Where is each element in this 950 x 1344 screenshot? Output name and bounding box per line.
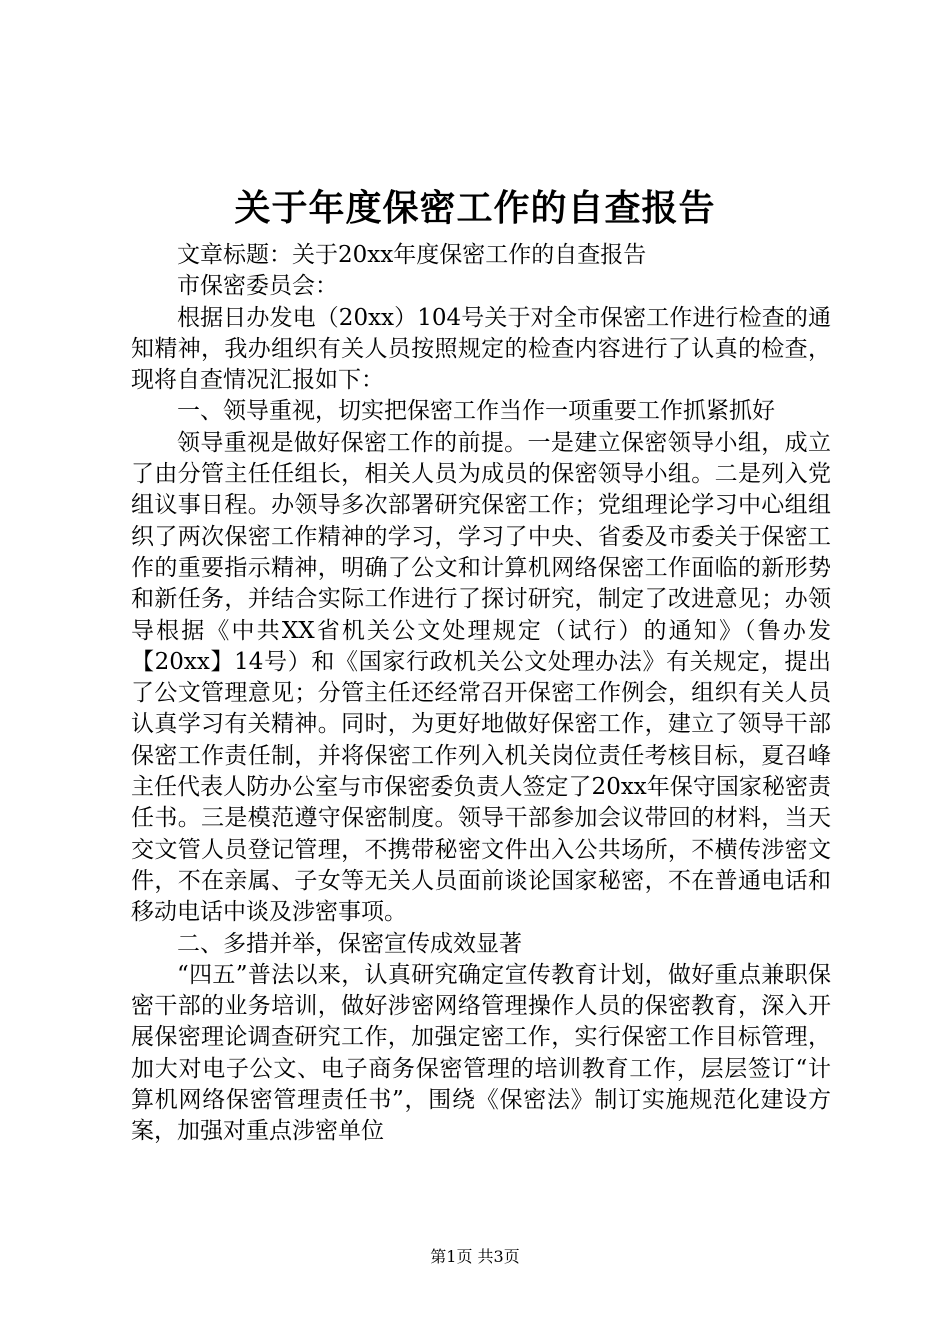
body-paragraph: “四五”普法以来，认真研究确定宣传教育计划，做好重点兼职保密干部的业务培训，做好涉密网络管理操作人员的保密教育，深入开展保密理论调查研究工作，加强定密工作，实行保密工作目标管理，加大对电子公文、电子商务保密管理的培训教育工作，层层签订“计算机网络保密管理责任书”，围绕《保密法》制订实施规范化建设方案，加强对重点涉密单位	[131, 961, 831, 1145]
body-paragraph: 根据日办发电（20xx）104号关于对全市保密工作进行检查的通知精神，我办组织有关人员按照规定的检查内容进行了认真的检查，现将自查情况汇报如下：	[131, 304, 831, 394]
article-title-line: 文章标题：关于20xx年度保密工作的自查报告	[177, 242, 647, 268]
document-title: 关于年度保密工作的自查报告	[234, 187, 716, 229]
document-body	[131, 240, 831, 1148]
salutation: 市保密委员会：	[177, 273, 338, 300]
section-heading-1: 一、领导重视，切实把保密工作当作一项重要工作抓紧抓好	[177, 398, 775, 425]
section-heading-2: 二、多措并举，保密宣传成效显著	[177, 930, 522, 957]
page-footer: 第1页 共3页	[430, 1247, 520, 1266]
body-paragraph: 领导重视是做好保密工作的前提。一是建立保密领导小组，成立了由分管主任任组长，相关人员为成员的保密领导小组。二是列入党组议事日程。办领导多次部署研究保密工作；党组理论学习中心组组织了两次保密工作精神的学习，学习了中央、省委及市委关于保密工作的重要指示精神，明确了公文和计算机网络保密工作面临的新形势和新任务，并结合实际工作进行了探讨研究，制定了改进意见；办领导根据《中共XX省机关公文处理规定（试行）的通知》（鲁办发【20xx】14号）和《国家行政机关公文处理办法》有关规定，提出了公文管理意见；分管主任还经常召开保密工作例会，组织有关人员认真学习有关精神。同时，为更好地做好保密工作，建立了领导干部保密工作责任制，并将保密工作列入机关岗位责任考核目标，夏召峰主任代表人防办公室与市保密委负责人签定了20xx年保守国家秘密责任书。三是模范遵守保密制度。领导干部参加会议带回的材料，当天交文管人员登记管理，不携带秘密文件出入公共场所，不横传涉密文件，不在亲属、子女等无关人员面前谈论国家秘密，不在普通电话和移动电话中谈及涉密事项。	[131, 429, 831, 926]
